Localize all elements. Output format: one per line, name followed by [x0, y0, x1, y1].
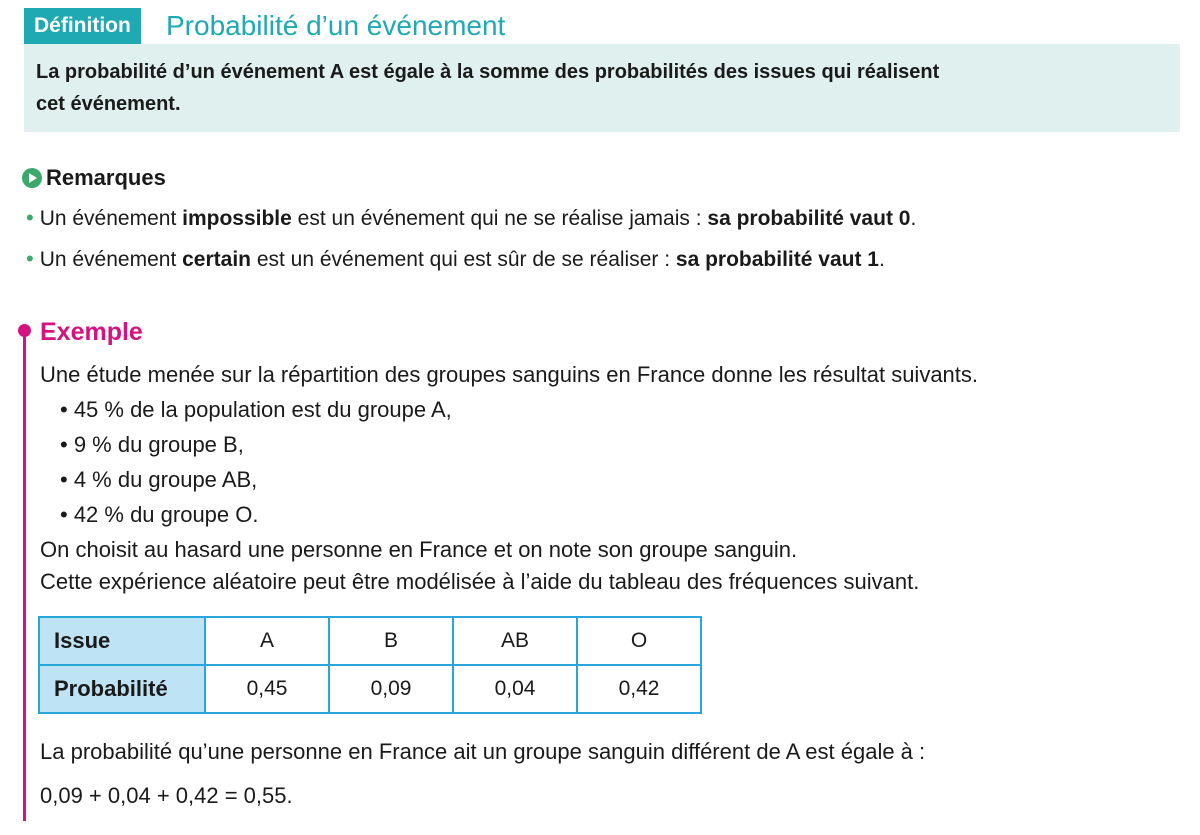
- remarks-heading: [22, 164, 166, 192]
- example-bullet: • 4 % du groupe AB,: [60, 467, 258, 492]
- bullet-icon: •: [26, 246, 34, 271]
- remark-item-impossible: [26, 204, 916, 233]
- bullet-icon: •: [26, 205, 34, 230]
- table-cell: 0,04: [453, 665, 577, 713]
- example-conclusion: La probabilité qu’une personne en France ait un groupe sanguin différent de A est égale à :: [40, 739, 926, 764]
- table-cell: 0,42: [577, 665, 701, 713]
- table-cell: 0,45: [205, 665, 329, 713]
- remark-conclusion: sa probabilité vaut 0: [707, 207, 911, 230]
- table-cell: AB: [453, 617, 577, 665]
- definition-text-line1: La probabilité d’un événement A est égale à la somme des probabilités des issues qui réalisent: [36, 61, 940, 83]
- example-intro: Une étude menée sur la répartition des groupes sanguins en France donne les résultat suivants.: [40, 362, 979, 387]
- example-heading: Exemple: [40, 318, 143, 346]
- remark-text: est un événement qui ne se réalise jamais :: [291, 207, 708, 230]
- definition-badge: Définition: [24, 8, 141, 44]
- play-circle-icon: [22, 168, 42, 188]
- remark-keyword: impossible: [182, 207, 292, 230]
- example-paragraph-1: On choisit au hasard une personne en France et on note son groupe sanguin.: [40, 537, 798, 562]
- remark-text: est un événement qui est sûr de se réaliser :: [251, 248, 676, 271]
- example-dot-icon: [18, 324, 31, 337]
- example-bullet: • 42 % du groupe O.: [60, 502, 259, 527]
- example-bullet: • 45 % de la population est du groupe A,: [60, 397, 452, 422]
- table-cell: 0,09: [329, 665, 453, 713]
- example-bullet: • 9 % du groupe B,: [60, 432, 244, 457]
- frequency-table: [38, 616, 702, 714]
- example-side-rule: [23, 329, 26, 821]
- remark-text: .: [878, 248, 885, 271]
- remark-conclusion: sa probabilité vaut 1: [675, 248, 879, 271]
- example-paragraph-2: Cette expérience aléatoire peut être modélisée à l’aide du tableau des fréquences suivant.: [40, 569, 920, 594]
- table-row-probabilities: [39, 665, 701, 713]
- table-header-issue: Issue: [39, 617, 205, 665]
- remark-keyword: certain: [182, 248, 251, 271]
- table-header-probability: Probabilité: [39, 665, 205, 713]
- remark-text: Un événement: [39, 207, 183, 230]
- table-cell: A: [205, 617, 329, 665]
- definition-text-line2: cet événement.: [36, 93, 181, 115]
- example-calculation: 0,09 + 0,04 + 0,42 = 0,55.: [40, 783, 293, 808]
- table-row-issues: [39, 617, 701, 665]
- remark-text: Un événement: [39, 248, 183, 271]
- definition-title: Probabilité d’un événement: [166, 10, 506, 41]
- table-cell: B: [329, 617, 453, 665]
- table-cell: O: [577, 617, 701, 665]
- definition-box: [24, 44, 1180, 132]
- remark-item-certain: [26, 245, 885, 274]
- remark-text: .: [910, 207, 917, 230]
- remarks-heading-text: Remarques: [46, 165, 166, 190]
